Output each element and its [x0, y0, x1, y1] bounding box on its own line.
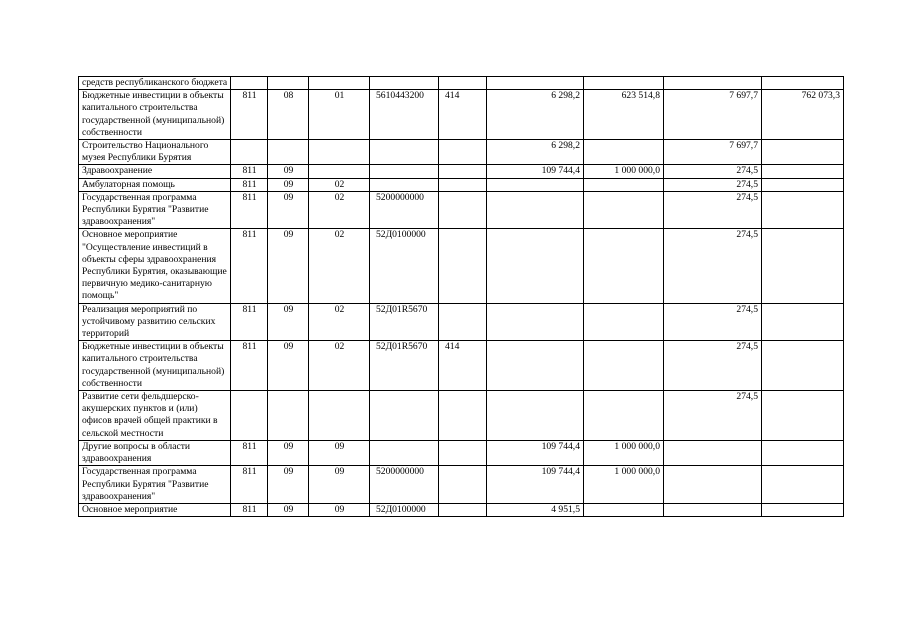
amount-cell-1 — [487, 341, 584, 391]
table-row — [79, 178, 844, 191]
expense-type-cell — [439, 165, 487, 178]
amount-cell-2 — [584, 503, 664, 516]
target-article-cell: 5200000000 — [370, 466, 439, 504]
expense-type-cell — [439, 191, 487, 229]
subsection-code-cell: 02 — [309, 191, 370, 229]
amount-cell-4 — [762, 503, 844, 516]
target-article-cell: 5200000000 — [370, 191, 439, 229]
table-row — [79, 191, 844, 229]
table-row — [79, 440, 844, 465]
amount-cell-4 — [762, 440, 844, 465]
target-article-cell — [370, 178, 439, 191]
subsection-code-cell: 09 — [309, 503, 370, 516]
amount-cell-2 — [584, 191, 664, 229]
amount-cell-4 — [762, 466, 844, 504]
amount-cell-4 — [762, 191, 844, 229]
expense-type-cell — [439, 229, 487, 303]
expense-type-cell — [439, 178, 487, 191]
table-row — [79, 341, 844, 391]
budget-table — [78, 76, 844, 517]
amount-cell-3 — [664, 466, 762, 504]
amount-cell-1 — [487, 229, 584, 303]
section-code-cell — [268, 391, 309, 441]
ministry-code-cell — [231, 391, 268, 441]
expense-type-cell: 414 — [439, 90, 487, 140]
amount-cell-2 — [584, 391, 664, 441]
amount-cell-4 — [762, 341, 844, 391]
table-row — [79, 391, 844, 441]
section-code-cell: 09 — [268, 303, 309, 341]
amount-cell-2 — [584, 303, 664, 341]
amount-cell-1: 109 744,4 — [487, 440, 584, 465]
amount-cell-2: 1 000 000,0 — [584, 165, 664, 178]
subsection-code-cell — [309, 77, 370, 90]
row-name-cell: Основное мероприятие — [79, 503, 231, 516]
ministry-code-cell: 811 — [231, 341, 268, 391]
table-row — [79, 229, 844, 303]
target-article-cell: 5610443200 — [370, 90, 439, 140]
amount-cell-4 — [762, 229, 844, 303]
amount-cell-1: 4 951,5 — [487, 503, 584, 516]
section-code-cell: 09 — [268, 165, 309, 178]
table-row — [79, 140, 844, 165]
section-code-cell: 09 — [268, 229, 309, 303]
target-article-cell: 52Д0100000 — [370, 503, 439, 516]
section-code-cell: 08 — [268, 90, 309, 140]
table-row — [79, 90, 844, 140]
expense-type-cell — [439, 503, 487, 516]
amount-cell-1: 6 298,2 — [487, 90, 584, 140]
row-name-cell: Основное мероприятие "Осуществление инвестиций в объекты сферы здравоохранения Республики Бурятия, оказывающие первичную медико-санитарную помощь" — [79, 229, 231, 303]
amount-cell-1: 6 298,2 — [487, 140, 584, 165]
section-code-cell: 09 — [268, 466, 309, 504]
row-name-cell: Амбулаторная помощь — [79, 178, 231, 191]
amount-cell-2: 1 000 000,0 — [584, 466, 664, 504]
amount-cell-2: 1 000 000,0 — [584, 440, 664, 465]
row-name-cell: Государственная программа Республики Бурятия "Развитие здравоохранения" — [79, 466, 231, 504]
amount-cell-3: 274,5 — [664, 341, 762, 391]
amount-cell-1 — [487, 391, 584, 441]
amount-cell-4 — [762, 178, 844, 191]
subsection-code-cell — [309, 391, 370, 441]
ministry-code-cell: 811 — [231, 303, 268, 341]
row-name-cell: Другие вопросы в области здравоохранения — [79, 440, 231, 465]
target-article-cell: 52Д0100000 — [370, 229, 439, 303]
amount-cell-1 — [487, 191, 584, 229]
target-article-cell: 52Д01R5670 — [370, 341, 439, 391]
amount-cell-1 — [487, 77, 584, 90]
expense-type-cell: 414 — [439, 341, 487, 391]
expense-type-cell — [439, 140, 487, 165]
amount-cell-3: 274,5 — [664, 178, 762, 191]
section-code-cell: 09 — [268, 178, 309, 191]
section-code-cell: 09 — [268, 341, 309, 391]
target-article-cell — [370, 77, 439, 90]
amount-cell-4: 762 073,3 — [762, 90, 844, 140]
amount-cell-1: 109 744,4 — [487, 165, 584, 178]
table-row — [79, 303, 844, 341]
subsection-code-cell: 09 — [309, 466, 370, 504]
row-name-cell: Реализация мероприятий по устойчивому развитию сельских территорий — [79, 303, 231, 341]
amount-cell-2 — [584, 341, 664, 391]
amount-cell-2 — [584, 178, 664, 191]
table-row — [79, 503, 844, 516]
target-article-cell: 52Д01R5670 — [370, 303, 439, 341]
section-code-cell: 09 — [268, 503, 309, 516]
subsection-code-cell: 01 — [309, 90, 370, 140]
table-row — [79, 165, 844, 178]
amount-cell-3: 274,5 — [664, 391, 762, 441]
subsection-code-cell: 02 — [309, 229, 370, 303]
amount-cell-2 — [584, 77, 664, 90]
row-name-cell: Бюджетные инвестиции в объекты капитального строительства государственной (муниципальной) собственности — [79, 90, 231, 140]
amount-cell-4 — [762, 165, 844, 178]
amount-cell-1: 109 744,4 — [487, 466, 584, 504]
amount-cell-3: 274,5 — [664, 303, 762, 341]
subsection-code-cell — [309, 165, 370, 178]
amount-cell-3: 274,5 — [664, 165, 762, 178]
amount-cell-2: 623 514,8 — [584, 90, 664, 140]
ministry-code-cell — [231, 77, 268, 90]
row-name-cell: Развитие сети фельдшерско-акушерских пунктов и (или) офисов врачей общей практики в сельской местности — [79, 391, 231, 441]
amount-cell-4 — [762, 77, 844, 90]
amount-cell-3: 7 697,7 — [664, 90, 762, 140]
ministry-code-cell: 811 — [231, 440, 268, 465]
amount-cell-4 — [762, 303, 844, 341]
expense-type-cell — [439, 440, 487, 465]
table-body — [79, 77, 844, 517]
subsection-code-cell: 09 — [309, 440, 370, 465]
target-article-cell — [370, 165, 439, 178]
ministry-code-cell: 811 — [231, 466, 268, 504]
row-name-cell: Строительство Национального музея Республики Бурятия — [79, 140, 231, 165]
section-code-cell: 09 — [268, 440, 309, 465]
section-code-cell: 09 — [268, 191, 309, 229]
amount-cell-3: 7 697,7 — [664, 140, 762, 165]
target-article-cell — [370, 440, 439, 465]
amount-cell-4 — [762, 391, 844, 441]
subsection-code-cell: 02 — [309, 178, 370, 191]
amount-cell-1 — [487, 303, 584, 341]
expense-type-cell — [439, 466, 487, 504]
expense-type-cell — [439, 77, 487, 90]
ministry-code-cell: 811 — [231, 178, 268, 191]
amount-cell-2 — [584, 229, 664, 303]
amount-cell-1 — [487, 178, 584, 191]
row-name-cell: средств республиканского бюджета — [79, 77, 231, 90]
subsection-code-cell: 02 — [309, 341, 370, 391]
subsection-code-cell: 02 — [309, 303, 370, 341]
table-row — [79, 466, 844, 504]
amount-cell-4 — [762, 140, 844, 165]
ministry-code-cell: 811 — [231, 229, 268, 303]
subsection-code-cell — [309, 140, 370, 165]
table-row — [79, 77, 844, 90]
expense-type-cell — [439, 303, 487, 341]
target-article-cell — [370, 140, 439, 165]
ministry-code-cell: 811 — [231, 165, 268, 178]
section-code-cell — [268, 77, 309, 90]
expense-type-cell — [439, 391, 487, 441]
ministry-code-cell — [231, 140, 268, 165]
amount-cell-2 — [584, 140, 664, 165]
ministry-code-cell: 811 — [231, 503, 268, 516]
target-article-cell — [370, 391, 439, 441]
row-name-cell: Государственная программа Республики Бурятия "Развитие здравоохранения" — [79, 191, 231, 229]
ministry-code-cell: 811 — [231, 90, 268, 140]
row-name-cell: Здравоохранение — [79, 165, 231, 178]
amount-cell-3 — [664, 503, 762, 516]
section-code-cell — [268, 140, 309, 165]
amount-cell-3: 274,5 — [664, 191, 762, 229]
ministry-code-cell: 811 — [231, 191, 268, 229]
amount-cell-3 — [664, 77, 762, 90]
amount-cell-3: 274,5 — [664, 229, 762, 303]
row-name-cell: Бюджетные инвестиции в объекты капитального строительства государственной (муниципальной) собственности — [79, 341, 231, 391]
amount-cell-3 — [664, 440, 762, 465]
